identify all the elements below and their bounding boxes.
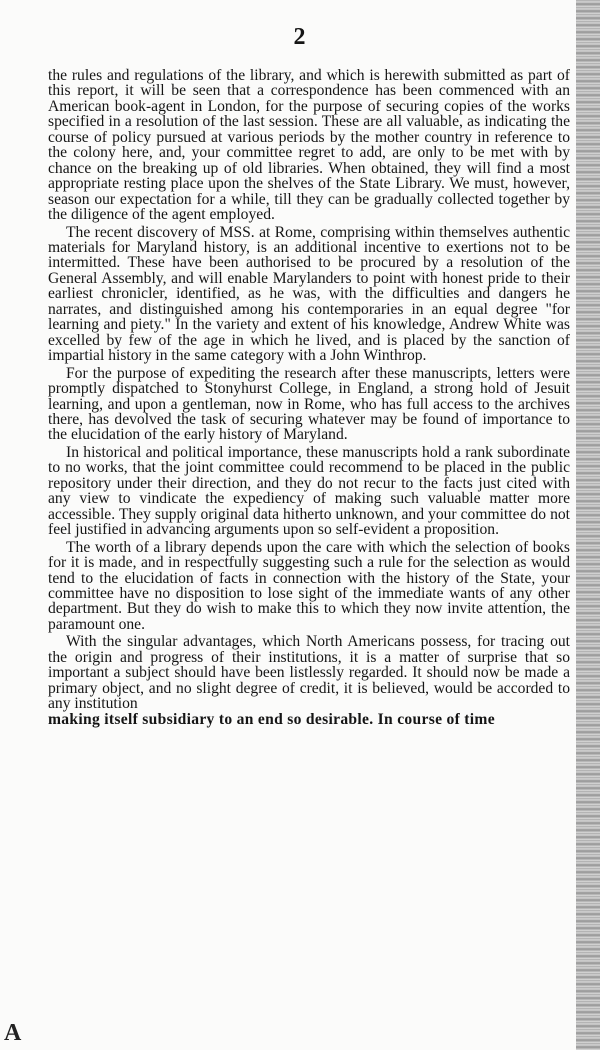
- paragraph-1: the rules and regulations of the library, and which is herewith submitted as part of this report, it will be seen that a correspondence has been commenced with an American book-agent in London, for the purpose of securing copies of the works specified in a resolution of the last session. These are all valuable, as indicating the course of policy pursued at various periods by the mother country in reference to the colony here, and, your committee regret to add, are only to be met with by chance on the breaking up of old libraries. When obtained, they will find a most appropriate resting place upon the shelves of the State Library. We must, however, season our expectation for a while, till they can be gradually collected together by the diligence of the agent employed.: [48, 67, 570, 224]
- body-text: [48, 68, 570, 727]
- final-line: making itself subsidiary to an end so desirable. In course of time: [48, 710, 495, 728]
- paragraph-6: With the singular advantages, which North Americans possess, for tracing out the origin and progress of their institutions, it is a matter of surprise that so important a subject should have been listlessly regarded. It should now be made a primary object, and no slight degree of credit, it is believed, would be accorded to any institution: [48, 633, 570, 713]
- page-number: 2: [293, 24, 307, 50]
- paragraph-5: The worth of a library depends upon the care with which the selection of books for it is made, and in respectfully suggesting such a rule for the selection as would tend to the elucidation of facts in connection with the history of the State, your committee have no disposition to lose sight of the immediate wants of any other department. But they do wish to make this to which they now invite attention, the paramount one.: [48, 538, 570, 633]
- paragraph-4: In historical and political importance, these manuscripts hold a rank subordinate to no works, that the joint committee could recommend to be placed in the public repository under their direction, and they do not recur to the facts just cited with any view to vindicate the expediency of making such valuable matter more accessible. They supply original data hitherto unknown, and your committee do not feel justified in advancing arguments upon so self-evident a proposition.: [48, 443, 570, 539]
- printer-mark-icon: A: [4, 1020, 22, 1046]
- paragraph-2: The recent discovery of MSS. at Rome, comprising within themselves authentic materials for Maryland history, is an additional incentive to exertions not to be intermitted. These have been authorised to be procured by a resolution of the General Assembly, and will enable Marylanders to point with honest pride to their earliest chronicler, identified, as he was, with the difficulties and dangers he narrates, and distinguished among his contemporaries in an equal degree "for learning and piety." In the variety and extent of his knowledge, Andrew White was excelled by few of the age in which he lived, and is placed by the sanction of impartial history in the same category with a John Winthrop.: [48, 223, 570, 365]
- scan-edge: [576, 0, 600, 1050]
- paragraph-3: For the purpose of expediting the research after these manuscripts, letters were promptly dispatched to Stonyhurst College, in England, a strong hold of Jesuit learning, and upon a gentleman, now in Rome, who has full access to the archives there, has devolved the task of securing whatever may be found of importance to the elucidation of the early history of Maryland.: [48, 364, 570, 444]
